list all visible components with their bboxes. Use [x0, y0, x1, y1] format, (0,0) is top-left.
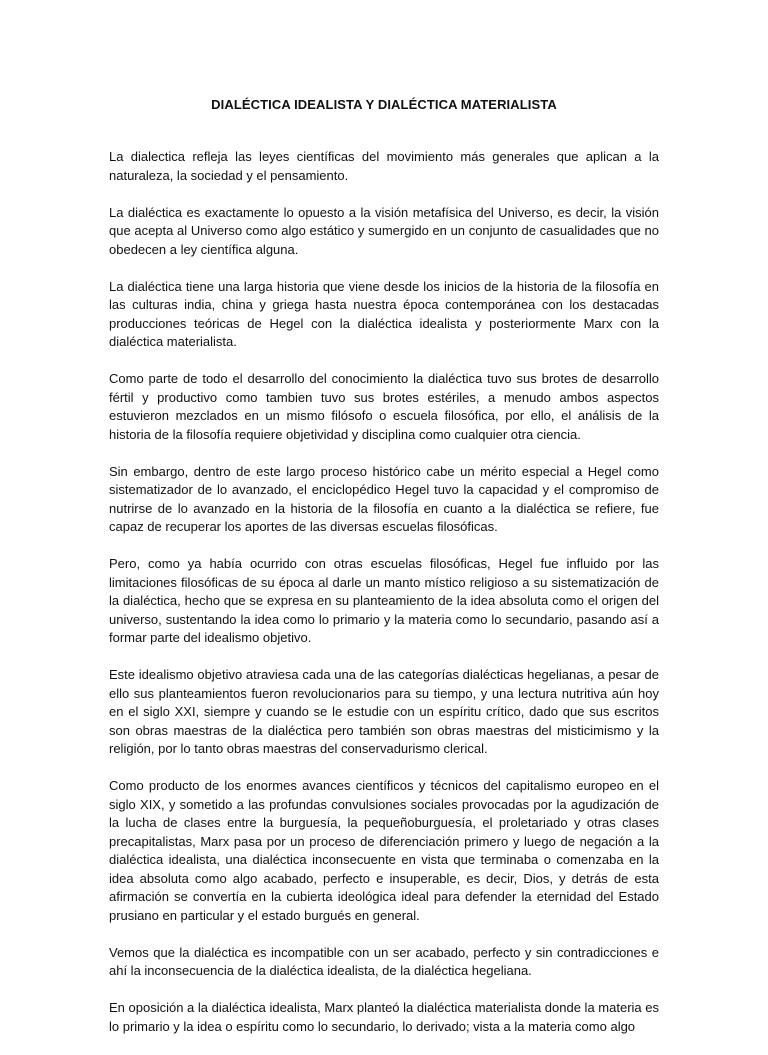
document-body — [109, 148, 659, 1055]
paragraph-2: La dialéctica es exactamente lo opuesto a la visión metafísica del Universo, es decir, la visión que acepta al Universo como algo estático y sumergido en un conjunto de casualidades que no obedecen a ley científica alguna. — [109, 204, 659, 257]
document-title: DIALÉCTICA IDEALISTA Y DIALÉCTICA MATERIALISTA — [211, 97, 557, 112]
paragraph-10: En oposición a la dialéctica idealista, Marx planteó la dialéctica materialista donde la materia es lo primario y la idea o espíritu como lo secundario, lo derivado; vista a la materia como algo — [109, 1000, 659, 1034]
paragraph-9: Vemos que la dialéctica es incompatible con un ser acabado, perfecto y sin contradicciones e ahí la inconsecuencia de la dialéctica idealista, de la dialéctica hegeliana. — [109, 944, 659, 978]
paragraph-4: Como parte de todo el desarrollo del conocimiento la dialéctica tuvo sus brotes de desarrollo fértil y productivo como tambien tuvo sus brotes estériles, a menudo ambos aspectos estuvieron mezclados en un mismo filósofo o escuela filosófica, por ello, el análisis de la historia de la filosofía requiere objetividad y disciplina como cualquier otra ciencia. — [109, 371, 659, 442]
paragraph-1: La dialectica refleja las leyes científicas del movimiento más generales que aplican a la naturaleza, la sociedad y el pensamiento. — [109, 149, 659, 183]
paragraph-7: Este idealismo objetivo atraviesa cada una de las categorías dialécticas hegelianas, a pesar de ello sus planteamientos fueron revolucionarios para su tiempo, y una lectura nutritiva aún hoy en el siglo XXI, siempre y cuando se le estudie con un espíritu crítico, dado que sus escritos son obras maestras de la dialéctica pero también son obras maestras del misticimismo y la religión, por lo tanto obras maestras del conservadurismo clerical. — [109, 667, 659, 756]
paragraph-5: Sin embargo, dentro de este largo proceso histórico cabe un mérito especial a Hegel como sistematizador de lo avanzado, el enciclopédico Hegel tuvo la capacidad y el compromiso de nutrirse de lo avanzado en la historia de la filosofía en cuanto a la dialéctica se refiere, fue capaz de recuperar los aportes de las diversas escuelas filosóficas. — [109, 463, 659, 534]
paragraph-3: La dialéctica tiene una larga historia que viene desde los inicios de la historia de la filosofía en las culturas india, china y griega hasta nuestra época contemporánea con los destacadas producciones teóricas de Hegel con la dialéctica idealista y posteriormente Marx con la dialéctica materialista. — [109, 278, 659, 349]
paragraph-8: Como producto de los enormes avances científicos y técnicos del capitalismo europeo en el siglo XIX, y sometido a las profundas convulsiones sociales provocadas por la agudización de la lucha de clases entre la burguesía, la pequeñoburguesía, el proletariado y otras clases precapitalistas, Marx pasa por un proceso de diferenciación primero y luego de negación a la dialéctica idealista, una dialéctica inconsecuente en vista que terminaba o comenzaba en la idea absoluta como algo acabado, perfecto e insuperable, es decir, Dios, y detrás de esta afirmación se convertía en la cubierta ideológica ideal para defender la eternidad del Estado prusiano en particular y el estado burgués en general. — [109, 778, 659, 923]
paragraph-6: Pero, como ya había ocurrido con otras escuelas filosóficas, Hegel fue influido por las limitaciones filosóficas de su época al darle un manto místico religioso a su sistematización de la dialéctica, hecho que se expresa en su planteamiento de la idea absoluta como el origen del universo, sustentando la idea como lo primario y la materia como lo secundario, pasando así a formar parte del idealismo objetivo. — [109, 556, 659, 645]
